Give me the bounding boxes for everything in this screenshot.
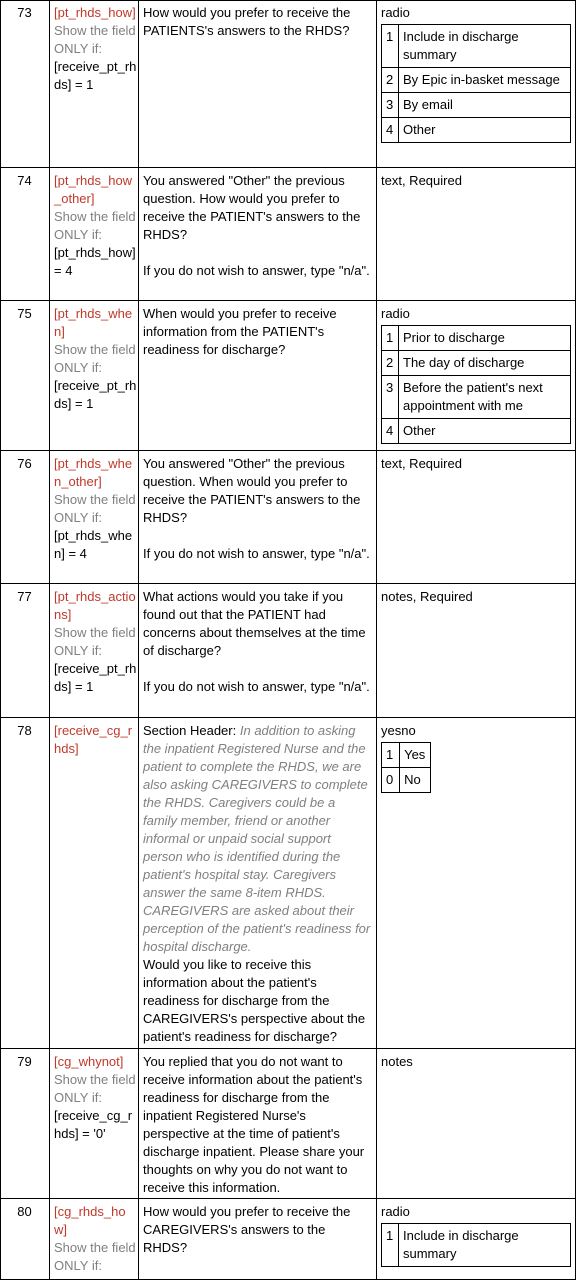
question-cell: How would you prefer to receive the CAREGIVERS's answers to the RHDS? xyxy=(143,1204,351,1255)
option-code: 1 xyxy=(382,25,399,68)
branching-condition: [pt_rhds_when] = 4 xyxy=(54,528,133,561)
question-text: Would you like to receive this information about the patient's readiness for discharge from the CAREGIVERS's perspective about the patient's readiness for discharge? xyxy=(143,957,366,1044)
branching-label: Show the field ONLY if: xyxy=(54,23,136,56)
question-text: You answered "Other" the previous question. How would you prefer to receive the PATIENT's answers to the RHDS? xyxy=(143,173,361,242)
option-row xyxy=(382,25,571,68)
option-row xyxy=(382,419,571,444)
field-type: yesno xyxy=(381,723,416,738)
option-code: 4 xyxy=(382,419,399,444)
branching-label: Show the field ONLY if: xyxy=(54,209,136,242)
branching-label: Show the field ONLY if: xyxy=(54,625,136,658)
field-type: radio xyxy=(381,1204,410,1219)
field-type: text, Required xyxy=(381,173,462,188)
option-row xyxy=(382,326,571,351)
field-type: text, Required xyxy=(381,456,462,471)
question-text: What actions would you take if you found out that the PATIENT had concerns about themselves at the time of discharge? xyxy=(143,589,366,658)
option-row xyxy=(382,1224,571,1267)
row-number: 77 xyxy=(17,589,32,604)
question-cell xyxy=(138,584,376,717)
option-row xyxy=(382,68,571,93)
variable-cell: [receive_cg_rhds] xyxy=(54,723,133,756)
branching-condition: [receive_cg_rhds] = '0' xyxy=(54,1108,133,1141)
table-row xyxy=(0,718,576,1048)
option-label: No xyxy=(400,768,431,793)
option-label: Prior to discharge xyxy=(399,326,571,351)
option-label: By email xyxy=(399,93,571,118)
table-border-top xyxy=(0,0,576,1)
branching-condition: [receive_pt_rhds] = 1 xyxy=(54,661,137,694)
row-number: 78 xyxy=(17,723,32,738)
question-text: You answered "Other" the previous question. When would you prefer to receive the PATIENT's answers to the RHDS? xyxy=(143,456,361,525)
branching-label: Show the field ONLY if: xyxy=(54,492,136,525)
question-note: If you do not wish to answer, type "n/a". xyxy=(143,679,370,694)
row-number: 75 xyxy=(17,306,32,321)
options-table xyxy=(381,325,571,444)
question-cell: When would you prefer to receive information from the PATIENT's readiness for discharge? xyxy=(143,306,337,357)
table-row xyxy=(0,1199,576,1280)
question-cell xyxy=(138,718,376,1048)
option-code: 1 xyxy=(382,326,399,351)
option-row xyxy=(382,93,571,118)
option-code: 3 xyxy=(382,376,399,419)
field-type-cell xyxy=(376,301,576,450)
variable-name: cg_whynot xyxy=(57,1054,120,1069)
variable-cell: [pt_rhds_when_other] Show the field ONLY if: [pt_rhds_when] = 4 xyxy=(49,451,138,583)
field-type: radio xyxy=(381,306,410,321)
row-number: 79 xyxy=(17,1054,32,1069)
branching-condition: [pt_rhds_how] = 4 xyxy=(54,245,136,278)
option-row xyxy=(382,768,431,793)
option-label: Yes xyxy=(400,743,431,768)
variable-name: pt_rhds_how_other xyxy=(54,173,133,206)
option-label: Before the patient's next appointment with me xyxy=(399,376,571,419)
field-type: notes xyxy=(381,1054,413,1069)
question-note: If you do not wish to answer, type "n/a". xyxy=(143,546,370,561)
branching-condition: [receive_pt_rhds] = 1 xyxy=(54,59,137,92)
option-code: 2 xyxy=(382,68,399,93)
option-row xyxy=(382,351,571,376)
variable-name: pt_rhds_how xyxy=(57,5,133,20)
field-type-cell xyxy=(376,718,576,1048)
option-code: 2 xyxy=(382,351,399,376)
branching-label: Show the field ONLY if: xyxy=(54,1240,136,1273)
table-row xyxy=(0,584,576,717)
question-cell: How would you prefer to receive the PATIENTS's answers to the RHDS? xyxy=(143,5,351,38)
options-table xyxy=(381,742,431,793)
options-table xyxy=(381,24,571,143)
option-code: 4 xyxy=(382,118,399,143)
option-row xyxy=(382,743,431,768)
option-label: The day of discharge xyxy=(399,351,571,376)
variable-name: pt_rhds_actions xyxy=(54,589,136,622)
variable-cell: [pt_rhds_actions] Show the field ONLY if: [receive_pt_rhds] = 1 xyxy=(54,589,137,694)
section-header-label: Section Header: xyxy=(143,723,237,738)
field-type-cell xyxy=(376,0,576,167)
branching-label: Show the field ONLY if: xyxy=(54,342,136,375)
field-type: notes, Required xyxy=(381,589,473,604)
question-note: If you do not wish to answer, type "n/a". xyxy=(143,263,370,278)
variable-name: receive_cg_rhds xyxy=(54,723,133,756)
option-code: 1 xyxy=(382,743,400,768)
option-label: Include in discharge summary xyxy=(399,1224,571,1267)
table-row xyxy=(0,168,576,300)
question-cell xyxy=(138,451,376,583)
row-number: 76 xyxy=(17,456,32,471)
table-row xyxy=(0,301,576,450)
table-row xyxy=(0,1049,576,1198)
option-code: 3 xyxy=(382,93,399,118)
option-row xyxy=(382,376,571,419)
option-code: 0 xyxy=(382,768,400,793)
row-number: 80 xyxy=(17,1204,32,1219)
field-type-cell xyxy=(376,1199,576,1280)
question-cell xyxy=(138,168,376,300)
variable-name: cg_rhds_how xyxy=(54,1204,126,1237)
options-table xyxy=(381,1223,571,1267)
variable-cell: [cg_whynot] Show the field ONLY if: [receive_cg_rhds] = '0' xyxy=(49,1049,138,1198)
table-row xyxy=(0,451,576,583)
variable-name: pt_rhds_when_other xyxy=(54,456,133,489)
question-cell: You replied that you do not want to receive information about the patient's readiness for discharge from the inpatient Registered Nurse's perspective at the time of patient's discharge inpatient. Please share your thoughts on why you do not want to receive this information. xyxy=(143,1054,365,1195)
row-number: 73 xyxy=(17,5,32,20)
table-row xyxy=(0,0,576,167)
variable-cell: [pt_rhds_when] Show the field ONLY if: [receive_pt_rhds] = 1 xyxy=(54,306,137,411)
field-type: radio xyxy=(381,5,410,20)
variable-cell: [pt_rhds_how_other] Show the field ONLY if: [pt_rhds_how] = 4 xyxy=(49,168,138,300)
option-code: 1 xyxy=(382,1224,399,1267)
section-header-text: In addition to asking the inpatient Registered Nurse and the patient to complete the RHDS, we are also asking CAREGIVERS to complete the RHDS. Caregivers could be a family member, friend or another informal or unpaid social support person who is identified during the patient's hospital stay. Caregivers answer the same 8-item RHDS. CAREGIVERS are asked about their perception of the patient's readiness for hospital discharge. xyxy=(143,723,371,954)
row-number: 74 xyxy=(17,173,32,188)
variable-cell: [cg_rhds_how] Show the field ONLY if: xyxy=(49,1199,138,1280)
option-label: Other xyxy=(399,118,571,143)
variable-name: pt_rhds_when xyxy=(54,306,133,339)
option-label: Other xyxy=(399,419,571,444)
branching-label: Show the field ONLY if: xyxy=(54,1072,136,1105)
option-label: Include in discharge summary xyxy=(399,25,571,68)
variable-cell: [pt_rhds_how] Show the field ONLY if: [receive_pt_rhds] = 1 xyxy=(54,5,137,92)
option-row xyxy=(382,118,571,143)
branching-condition: [receive_pt_rhds] = 1 xyxy=(54,378,137,411)
option-label: By Epic in-basket message xyxy=(399,68,571,93)
